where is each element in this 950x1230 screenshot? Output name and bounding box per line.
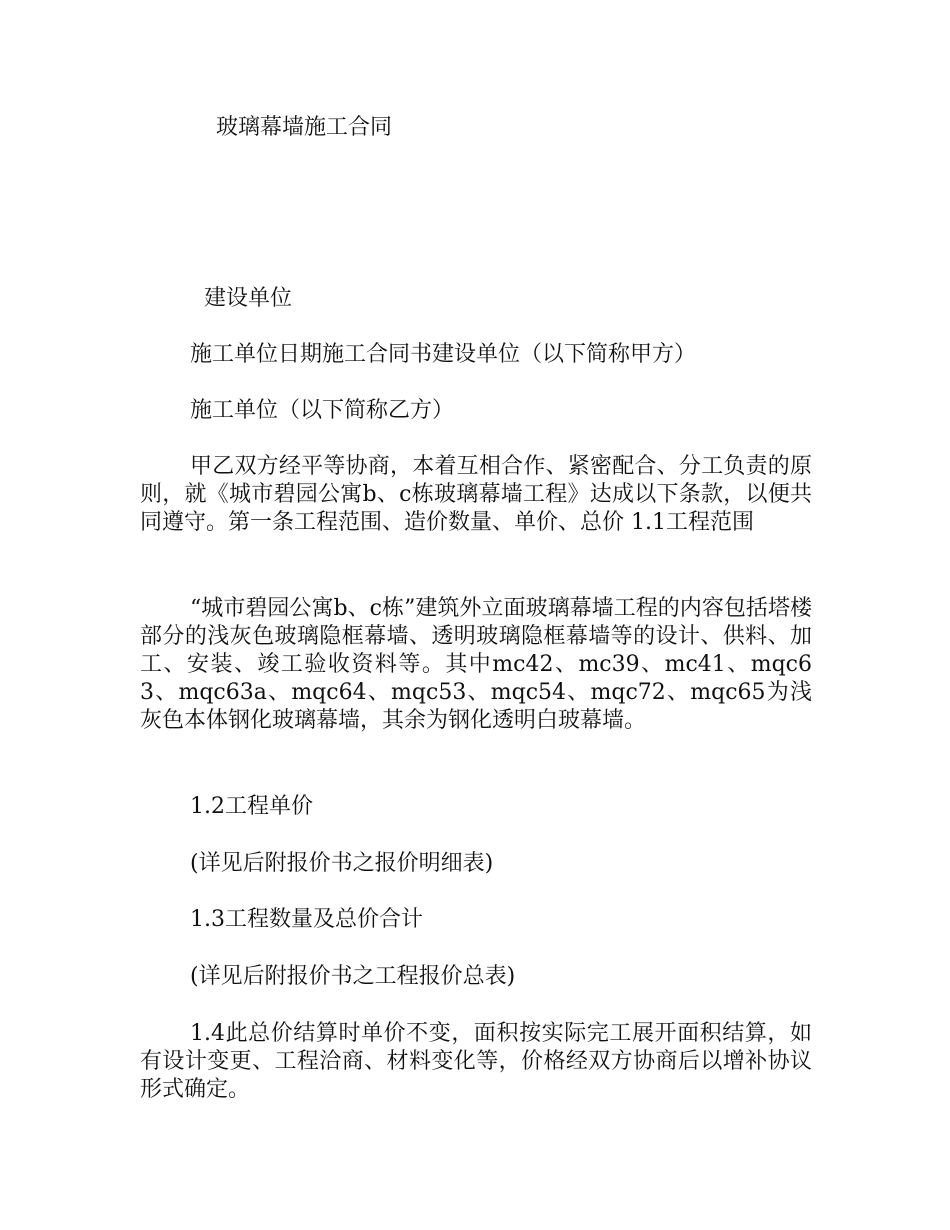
builder-line: 建设单位 (204, 286, 293, 311)
quantity-heading: 1.3工程数量及总价合计 (190, 907, 423, 932)
quantity-note: (详见后附报价书之工程报价总表) (190, 964, 516, 989)
unit-price-heading: 1.2工程单价 (190, 794, 313, 819)
contractor-line: 施工单位（以下简称乙方） (190, 398, 455, 423)
scope-paragraph: “城市碧园公寓b、c栋”建筑外立面玻璃幕墙工程的内容包括塔楼部分的浅灰色玻璃隐框幕墙、透明玻璃隐框幕墙等的设计、供料、加工、安装、竣工验收资料等。其中mc42、mc39、mc41、mqc63、mqc63a、mqc64、mqc53、mqc54、mqc72、mqc65为浅灰色本体钢化玻璃幕墙，其余为钢化透明白玻幕墙。 (140, 596, 812, 733)
settlement-paragraph: 1.4此总价结算时单价不变，面积按实际完工展开面积结算，如有设计变更、工程洽商、材料变化等，价格经双方协商后以增补协议形式确定。 (140, 1021, 812, 1102)
unit-price-note: (详见后附报价书之报价明细表) (190, 851, 494, 876)
contract-header-line: 施工单位日期施工合同书建设单位（以下简称甲方） (190, 342, 697, 367)
document-title: 玻璃幕墙施工合同 (216, 115, 393, 140)
intro-paragraph: 甲乙双方经平等协商，本着互相合作、紧密配合、分工负责的原则，就《城市碧园公寓b、c栋玻璃幕墙工程》达成以下条款，以便共同遵守。第一条工程范围、造价数量、单价、总价 1.1工程范围 (140, 454, 812, 535)
